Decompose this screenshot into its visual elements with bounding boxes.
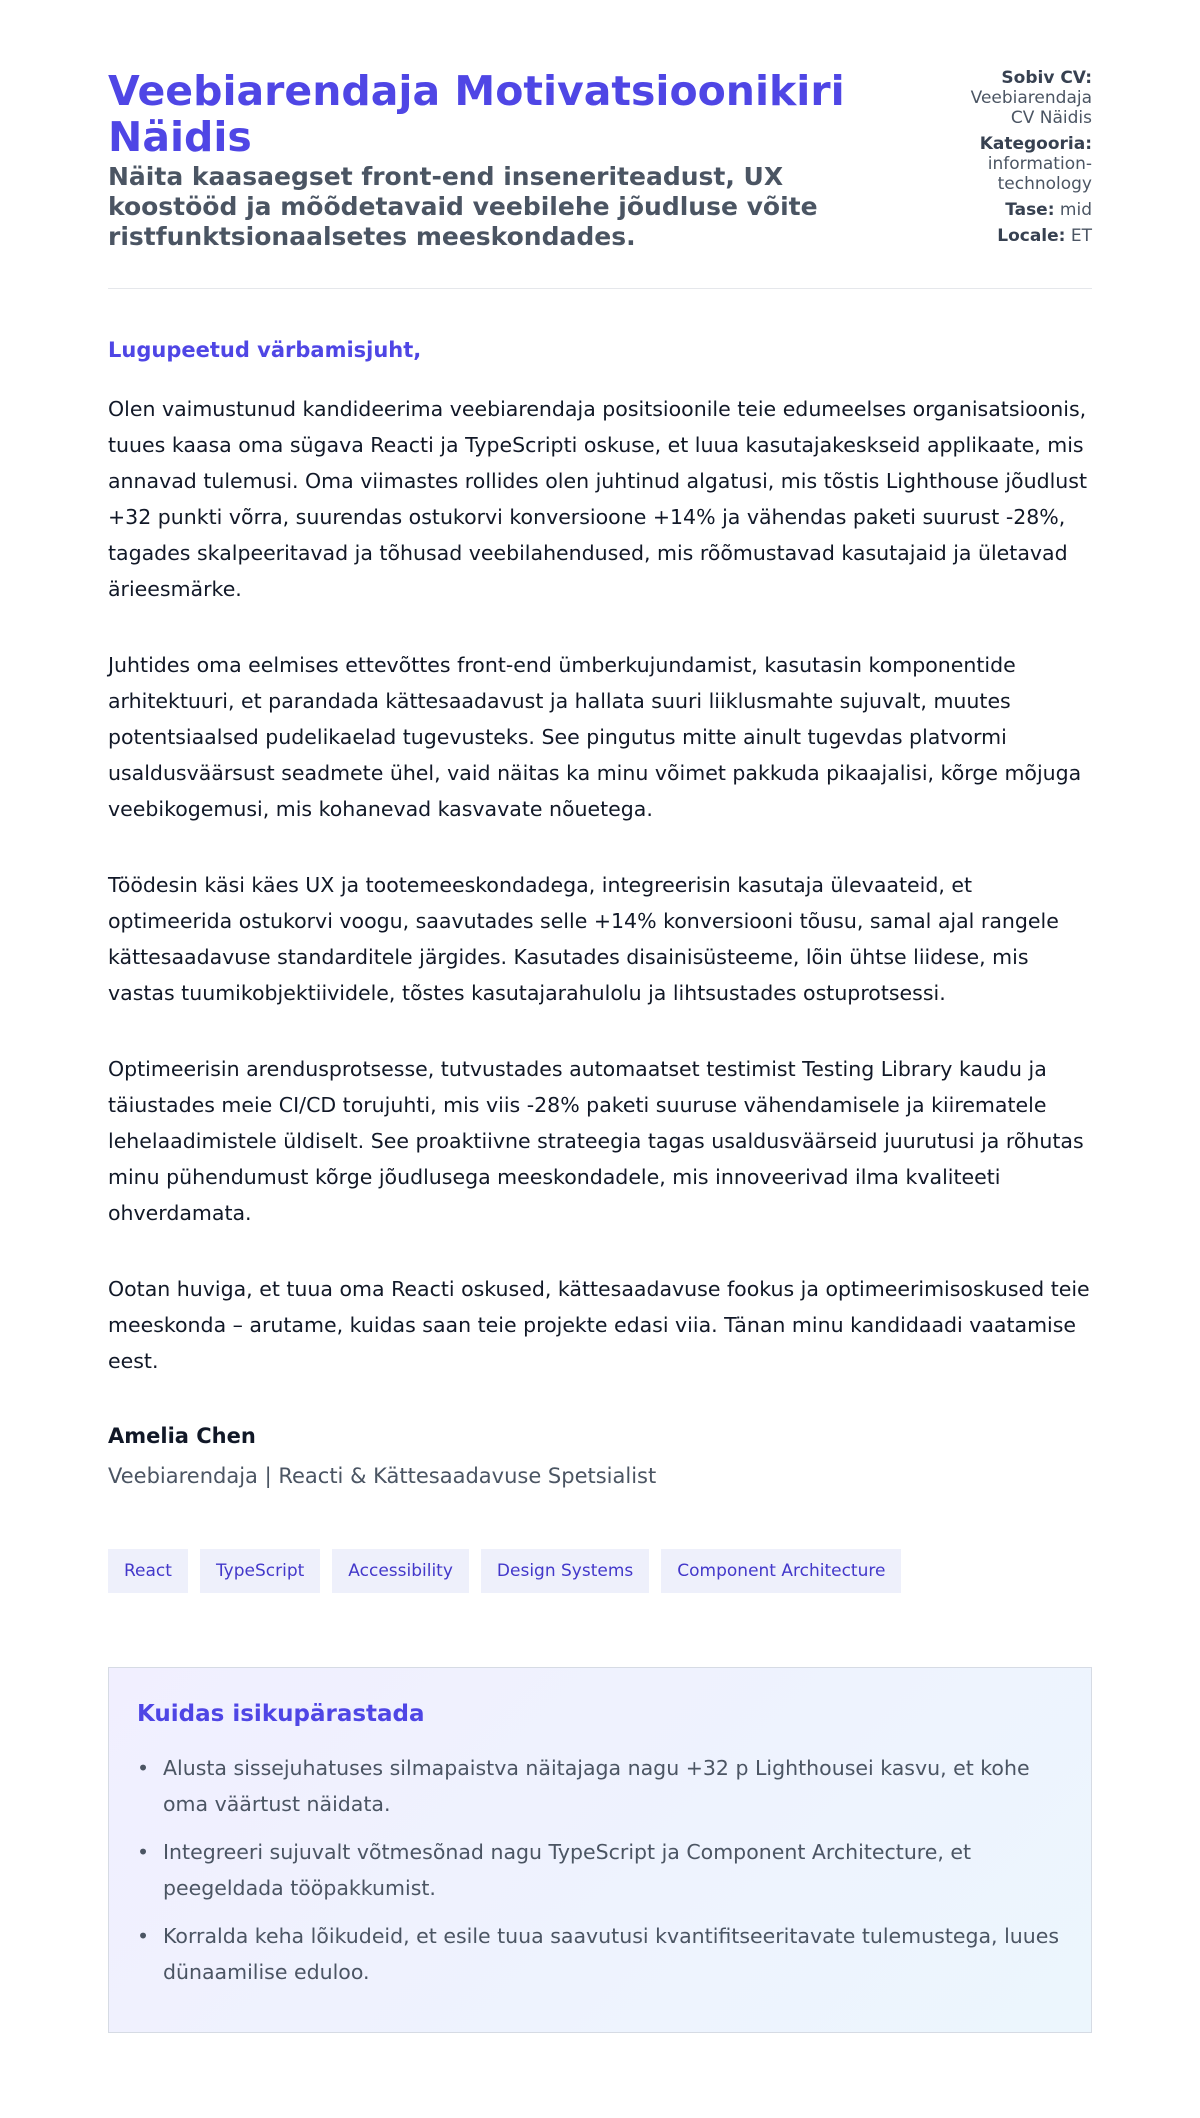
- header-divider: [108, 288, 1092, 289]
- meta-category: [952, 134, 1092, 194]
- letter-paragraph: Ootan huviga, et tuua oma Reacti oskused, kättesaadavuse fookus ja optimeerimisoskused teie meeskonda – arutame, kuidas saan teie projekte edasi viia. Tänan minu kandidaadi vaatamise eest.: [108, 1277, 1090, 1373]
- tips-list-item: • Alusta sissejuhatuses silmapaistva näitajaga nagu +32 p Lighthousei kasvu, et kohe oma väärtust näidata.: [137, 1750, 1063, 1822]
- tips-list-item: • Integreeri sujuvalt võtmesõnad nagu TypeScript ja Component Architecture, et peegeldada tööpakkumist.: [137, 1834, 1063, 1906]
- meta-locale-value: ET: [1070, 226, 1092, 246]
- page-subtitle: Näita kaasaegset front-end inseneriteadust, UX koostööd ja mõõdetavaid veebilehe jõudluse võite ristfunktsionaalsetes meeskondades.: [108, 162, 818, 251]
- header-titles: [108, 68, 868, 252]
- meta-category-label: Kategooria:: [979, 134, 1092, 154]
- tips-list-item: • Korralda keha lõikudeid, et esile tuua saavutusi kvantifitseeritavate tulemustega, luues dünaamilise eduloo.: [137, 1918, 1063, 1990]
- meta-level-value: mid: [1059, 200, 1092, 220]
- meta-level-label: Tase:: [1005, 200, 1055, 220]
- personalization-tips: [108, 1667, 1092, 2033]
- skill-tag: React: [108, 1549, 188, 1593]
- letter-body: [108, 391, 1092, 1379]
- meta-locale-label: Locale:: [997, 226, 1066, 246]
- meta-cv-value: Veebiarendaja CV Näidis: [970, 88, 1092, 128]
- skill-tag: TypeScript: [200, 1549, 320, 1593]
- skill-tag: Accessibility: [332, 1549, 469, 1593]
- letter-greeting: Lugupeetud värbamisjuht,: [108, 338, 422, 362]
- meta-level: [952, 200, 1092, 220]
- meta-cv-label: Sobiv CV:: [1001, 68, 1092, 88]
- signature-name: Amelia Chen: [108, 1424, 256, 1448]
- skill-tags: [108, 1549, 1092, 1593]
- letter-paragraph: Olen vaimustunud kandideerima veebiarendaja positsioonile teie edumeelses organisatsioonis, tuues kaasa oma sügava Reacti ja TypeScripti oskuse, et luua kasutajakeskseid applikaate, mis annavad tulemusi. Oma viimastes rollides olen juhtinud algatusi, mis tõstis Lighthouse jõudlust +32 punkti võrra, suurendas ostukorvi konversioone +14% ja vähendas paketi suurust -28%, tagades skalpeeritavad ja tõhusad veebilahendused, mis rõõmustavad kasutajaid ja ületavad ärieesmärke.: [108, 397, 1087, 601]
- letter-paragraph: Optimeerisin arendusprotsesse, tutvustades automaatset testimist Testing Library kaudu ja täiustades meie CI/CD torujuhti, mis viis -28% paketi suuruse vähendamisele ja kiirematele lehelaadimistele üldiselt. See proaktiivne strateegia tagas usaldusväärseid juurutusi ja rõhutas minu pühendumust kõrge jõudlusega meeskondadele, mis innoveerivad ilma kvaliteeti ohverdamata.: [108, 1057, 1084, 1225]
- meta-panel: [952, 68, 1092, 252]
- meta-locale: [952, 226, 1092, 246]
- letter-header: [108, 68, 1092, 252]
- letter-paragraph: Töödesin käsi käes UX ja tootemeeskondadega, integreerisin kasutaja ülevaateid, et optimeerida ostukorvi voogu, saavutades selle +14% konversiooni tõusu, samal ajal rangele kättesaadavuse standarditele järgides. Kasutades disainisüsteeme, lõin ühtse liidese, mis vastas tuumikobjektiividele, tõstes kasutajarahulolu ja lihtsustades ostuprotsessi.: [108, 873, 1059, 1005]
- meta-cv: [952, 68, 1092, 128]
- letter-paragraph: Juhtides oma eelmises ettevõttes front-end ümberkujundamist, kasutasin komponentide arhitektuuri, et parandada kättesaadavust ja hallata suuri liiklusmahte sujuvalt, muutes potentsiaalsed pudelikaelad tugevusteks. See pingutus mitte ainult tugevdas platvormi usaldusväärsust seadmete ühel, vaid näitas ka minu võimet pakkuda pikaajalisi, kõrge mõjuga veebikogemusi, mis kohanevad kasvavate nõuetega.: [108, 653, 1082, 821]
- tips-list: [137, 1750, 1063, 1990]
- tips-title: Kuidas isikupärastada: [137, 1701, 425, 1727]
- skill-tag: Design Systems: [481, 1549, 649, 1593]
- meta-category-value: information-technology: [987, 154, 1092, 194]
- signature-role: Veebiarendaja | Reacti & Kättesaadavuse Spetsialist: [108, 1464, 657, 1488]
- skill-tag: Component Architecture: [661, 1549, 901, 1593]
- page-title: Veebiarendaja Motivatsioonikiri Näidis: [108, 67, 845, 161]
